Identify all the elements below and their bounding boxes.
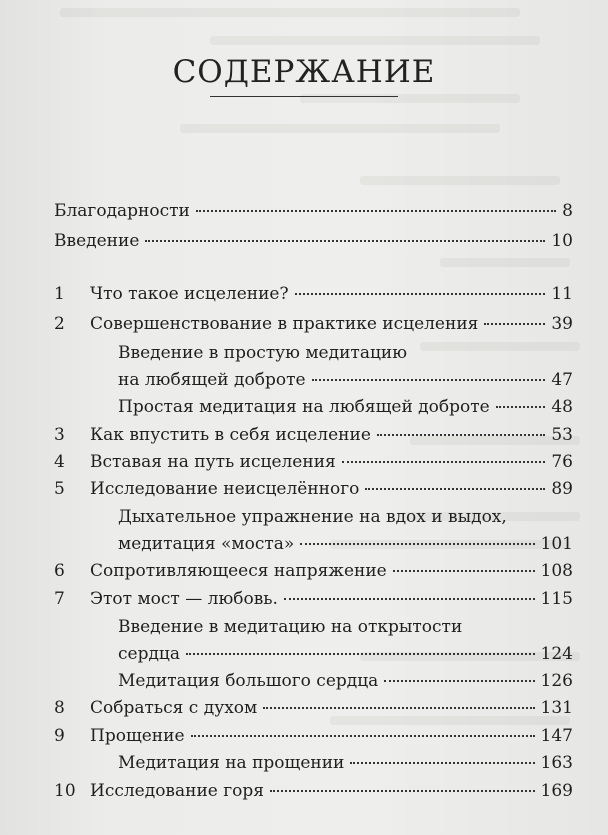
toc-entry-title-line1: Введение в простую медитацию xyxy=(118,343,408,363)
toc-entry-title: Как впустить в себя исцеление xyxy=(90,425,371,445)
toc-page-number: 101 xyxy=(540,534,573,554)
toc-entry-title: Простая медитация на любящей доброте xyxy=(118,397,490,417)
toc-leader-dots xyxy=(145,240,545,242)
toc-leader-dots xyxy=(384,680,534,682)
toc-entry[interactable] xyxy=(90,561,573,581)
toc-leader-dots xyxy=(393,570,535,572)
toc-entry[interactable] xyxy=(90,314,573,334)
toc-entry-title: Медитация большого сердца xyxy=(118,671,379,691)
toc-leader-dots xyxy=(270,790,535,792)
chapter-number: 10 xyxy=(54,781,76,801)
toc-leader-dots xyxy=(191,735,535,737)
toc-entry-title: Прощение xyxy=(90,726,185,746)
toc-leader-dots xyxy=(365,488,545,490)
toc-page-number: 76 xyxy=(551,452,573,472)
toc-leader-dots xyxy=(484,323,545,325)
toc-entry[interactable] xyxy=(118,534,573,554)
toc-page-number: 131 xyxy=(540,698,573,718)
toc-entry[interactable] xyxy=(90,284,573,304)
toc-page-number: 124 xyxy=(540,644,573,664)
toc-entry-title: Исследование неисцелённого xyxy=(90,479,360,499)
toc-leader-dots xyxy=(342,461,546,463)
toc-leader-dots xyxy=(377,434,545,436)
title-underline xyxy=(210,96,398,97)
chapter-number: 2 xyxy=(54,314,65,334)
toc-entry-title: Совершенствование в практике исцеления xyxy=(90,314,479,334)
toc-page-number: 163 xyxy=(540,753,573,773)
toc-entry-title: Сопротивляющееся напряжение xyxy=(90,561,387,581)
toc-entry[interactable] xyxy=(54,231,573,251)
chapter-number: 3 xyxy=(54,425,65,445)
toc-entry[interactable] xyxy=(118,397,573,417)
toc-leader-dots xyxy=(350,762,534,764)
chapter-number: 6 xyxy=(54,561,65,581)
toc-entry-title: Благодарности xyxy=(54,201,190,221)
toc-entry[interactable] xyxy=(90,698,573,718)
toc-entry[interactable] xyxy=(90,452,573,472)
toc-leader-dots xyxy=(496,406,546,408)
toc-leader-dots xyxy=(312,379,546,381)
toc-entry-title: Что такое исцеление? xyxy=(90,284,289,304)
toc-leader-dots xyxy=(300,543,534,545)
toc-page-number: 147 xyxy=(540,726,573,746)
toc-entry[interactable] xyxy=(118,671,573,691)
toc-leader-dots xyxy=(196,210,556,212)
toc-page-number: 39 xyxy=(551,314,573,334)
toc-entry[interactable] xyxy=(118,753,573,773)
toc-entry[interactable] xyxy=(118,644,573,664)
toc-entry-title: Введение xyxy=(54,231,140,251)
toc-leader-dots xyxy=(186,653,535,655)
toc-page-number: 10 xyxy=(551,231,573,251)
toc-entry-title: Этот мост — любовь. xyxy=(90,589,278,609)
toc-entry-title: на любящей доброте xyxy=(118,370,306,390)
toc-page-number: 11 xyxy=(551,284,573,304)
toc-entry[interactable] xyxy=(90,425,573,445)
toc-page-number: 126 xyxy=(540,671,573,691)
toc-leader-dots xyxy=(263,707,534,709)
toc-entry-title: Исследование горя xyxy=(90,781,265,801)
toc-leader-dots xyxy=(284,598,535,600)
toc-entry-title: Медитация на прощении xyxy=(118,753,345,773)
toc-entry[interactable] xyxy=(90,781,573,801)
chapter-number: 8 xyxy=(54,698,65,718)
chapter-number: 4 xyxy=(54,452,65,472)
toc-entry[interactable] xyxy=(90,479,573,499)
toc-page-number: 8 xyxy=(562,201,573,221)
chapter-number: 1 xyxy=(54,284,65,304)
toc-entry[interactable] xyxy=(54,201,573,221)
toc-page-number: 89 xyxy=(551,479,573,499)
toc-page-number: 108 xyxy=(540,561,573,581)
toc-entry[interactable] xyxy=(118,370,573,390)
toc-entry-title-line1: Введение в медитацию на открытости xyxy=(118,617,463,637)
chapter-number: 7 xyxy=(54,589,65,609)
toc-page-number: 48 xyxy=(551,397,573,417)
toc-leader-dots xyxy=(295,293,546,295)
toc-page-number: 169 xyxy=(540,781,573,801)
toc-entry-title: Вставая на путь исцеления xyxy=(90,452,336,472)
toc-entry-title: Собраться с духом xyxy=(90,698,258,718)
toc-page-number: 115 xyxy=(540,589,573,609)
toc-entry-title: сердца xyxy=(118,644,180,664)
toc-entry-title: медитация «моста» xyxy=(118,534,295,554)
toc-entry-title-line1: Дыхательное упражнение на вдох и выдох, xyxy=(118,507,507,527)
page-title: СОДЕРЖАНИЕ xyxy=(172,54,436,90)
toc-entry[interactable] xyxy=(90,726,573,746)
chapter-number: 5 xyxy=(54,479,65,499)
toc-page-number: 47 xyxy=(551,370,573,390)
toc-page-number: 53 xyxy=(551,425,573,445)
chapter-number: 9 xyxy=(54,726,65,746)
toc-entry[interactable] xyxy=(90,589,573,609)
